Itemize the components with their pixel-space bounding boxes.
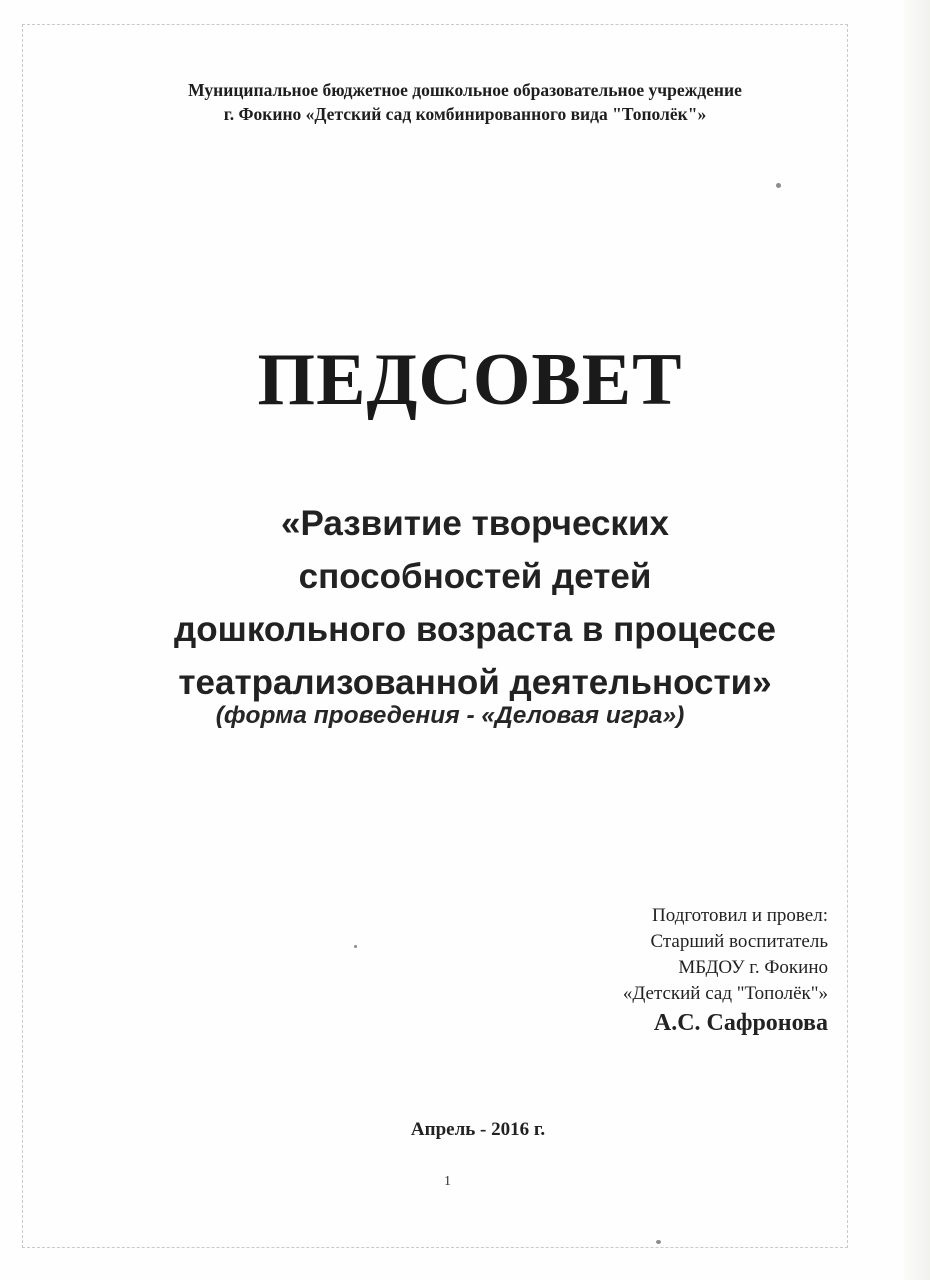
institution-header [60,78,870,126]
prepared-by-line-1: Подготовил и провел: [652,905,828,926]
institution-name-line-1: Муниципальное бюджетное дошкольное образовательное учреждение [188,80,742,100]
author-name: А.С. Сафронова [653,1010,828,1036]
document-title: ПЕДСОВЕТ [257,339,683,421]
scan-speck [656,1240,661,1244]
topic-line-3: дошкольного возраста в процессе [174,610,776,649]
prepared-by-line-4: «Детский сад "Тополёк"» [622,983,828,1004]
institution-name-line-2: г. Фокино «Детский сад комбинированного вида "Тополёк"» [223,104,707,124]
prepared-by-line-2: Старший воспитатель [650,931,828,952]
format-subtitle: (форма проведения - «Деловая игра») [215,702,685,729]
page-number: 1 [444,1174,451,1189]
topic-line-4: театрализованной деятельности» [178,663,772,702]
scan-speck [776,183,781,188]
prepared-by-line-3: МБДОУ г. Фокино [678,957,828,978]
document-date: Апрель - 2016 г. [410,1119,546,1140]
prepared-by-block [623,903,828,1039]
topic-line-1: «Развитие творческих [281,504,669,543]
topic-line-2: способностей детей [298,557,652,596]
scan-speck [354,945,357,948]
topic-block [40,497,910,709]
